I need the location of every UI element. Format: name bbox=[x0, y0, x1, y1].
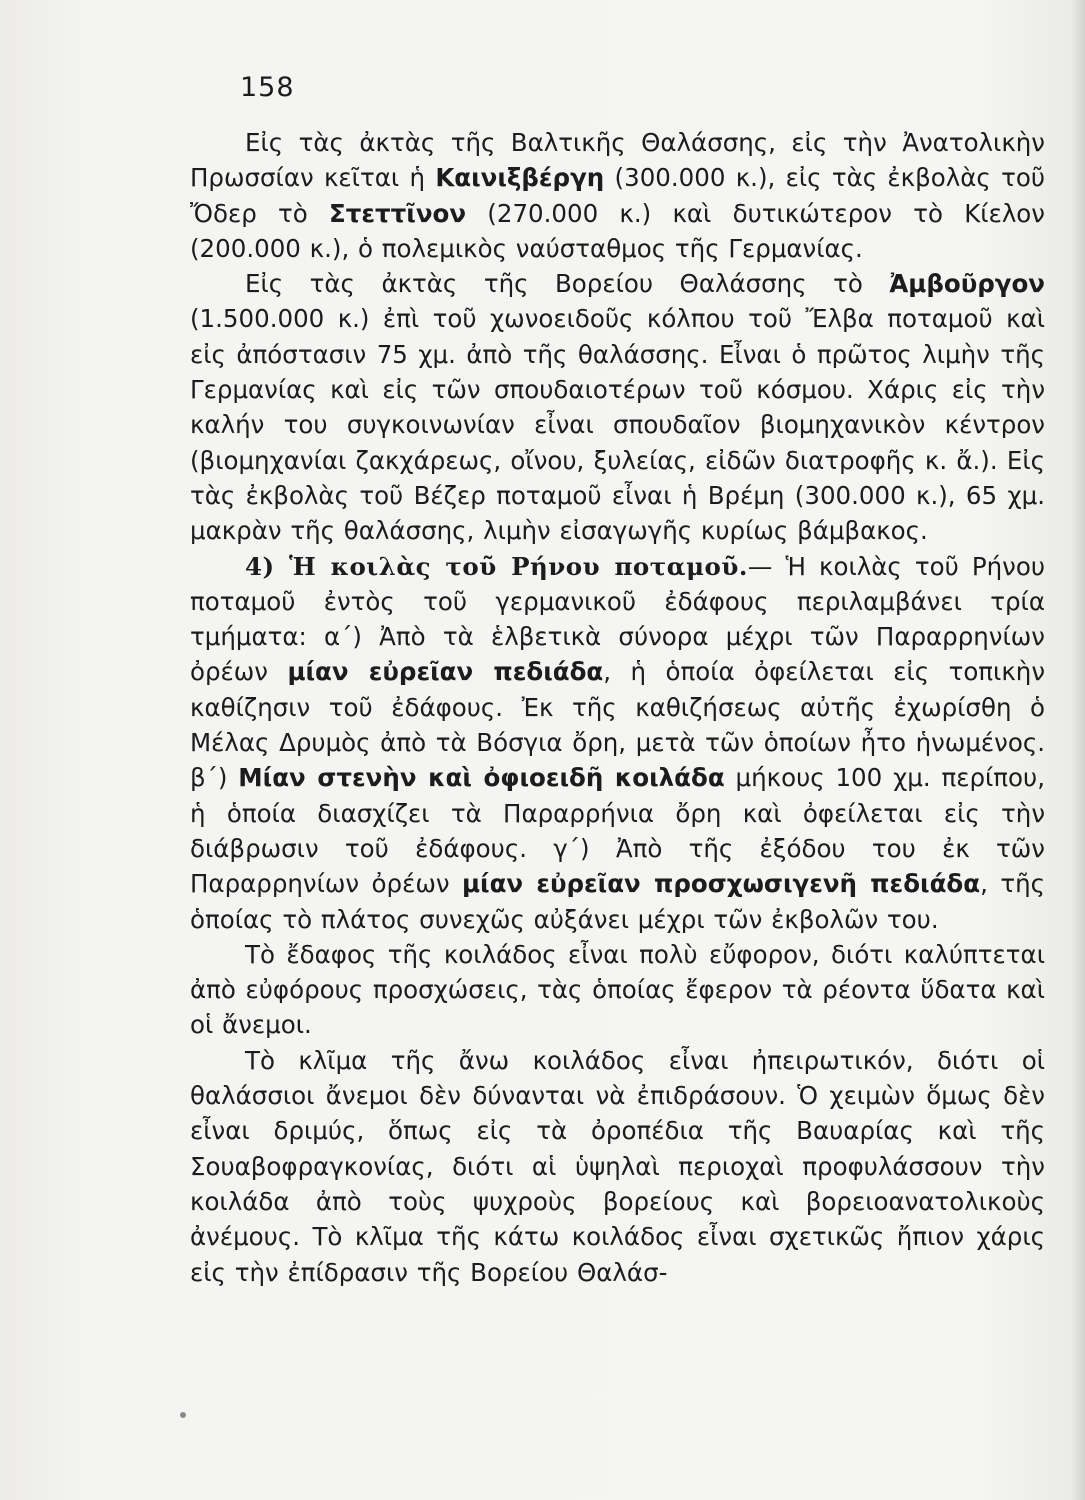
paragraph-climate bbox=[190, 1043, 1045, 1290]
text-span: Εἰς τὰς ἀκτὰς τῆς Βαλτικῆς Θαλάσσης, εἰς τὴν Ἀνατολικὴν Πρωσσίαν κεῖται ἡ bbox=[190, 128, 1045, 193]
text-span: (1.500.000 κ.) ἐπὶ τοῦ χωνοειδοῦς κόλπου τοῦ Ἔλβα ποταμοῦ καὶ εἰς ἀπόστασιν 75 χμ. ἀπὸ τῆς θαλάσσης. Εἶναι ὁ πρῶτος λιμὴν τῆς Γερμανίας καὶ εἰς τῶν σπουδαιοτέρων τοῦ κόσμου. Χάρις εἰς τὴν καλήν του συγκοινωνίαν εἶναι σπουδαῖον βιομηχανικὸν κέντρον (βιομηχανίαι ζακχάρεως, οἴνου, ξυλείας, εἰδῶν διατροφῆς κ. ἄ.). Εἰς τὰς ἐκβολὰς τοῦ Βέζερ ποταμοῦ εἶναι ἡ Βρέμη (300.000 κ.), 65 χμ. μακρὰν τῆς θαλάσσης, λιμὴν εἰσαγωγῆς κυρίως βάμβακος. bbox=[190, 304, 1045, 546]
paragraph-baltic-coast bbox=[190, 125, 1045, 266]
text-span: — Ἡ κοιλὰς τοῦ Ρήνου ποταμοῦ ἐντὸς τοῦ γερμανικοῦ ἐδάφους περιλαμβάνει τρία τμήματα: α΄) Ἀπὸ τὰ ἑλβετικὰ σύνορα μέχρι τῶν Παραρρηνίων ὀρέων bbox=[190, 551, 1046, 687]
text-span: (270.000 κ.) καὶ δυτικώτερον τὸ Κίελον (200.000 κ.), ὁ πολεμικὸς ναύσταθμος τῆς Γερμανίας. bbox=[190, 198, 1045, 263]
text-span: , τῆς ὁποίας τὸ πλάτος συνεχῶς αὐξάνει μέχρι τῶν ἐκβολῶν του. bbox=[190, 869, 1045, 934]
paragraph-soil bbox=[190, 937, 1045, 1043]
paragraph-rhine-valley bbox=[190, 549, 1045, 937]
paragraph-north-sea-coast bbox=[190, 266, 1045, 548]
term-wide-plain: μίαν εὐρεῖαν πεδιάδα bbox=[287, 657, 604, 687]
text-span: Εἰς τὰς ἀκτὰς τῆς Βορείου Θαλάσσης τὸ bbox=[245, 269, 890, 299]
term-narrow-valley: Μίαν στενὴν καὶ ὀφιοειδῆ κοιλάδα bbox=[238, 763, 725, 793]
body-text bbox=[190, 125, 1045, 1290]
term-alluvial-plain: μίαν εὐρεῖαν προσχωσιγενῆ πεδιάδα bbox=[462, 869, 981, 899]
text-span: , ἡ ὁποία ὀφείλεται εἰς τοπικὴν καθίζησιν τοῦ ἐδάφους. Ἐκ τῆς καθιζήσεως αὐτῆς ἐχωρίσθη ὁ Μέλας Δρυμὸς ἀπὸ τὰ Βόσγια ὄρη, μετὰ τῶν ὁποίων ἦτο ἡνωμένος. β΄) bbox=[190, 657, 1046, 793]
section-heading: 4) Ἡ κοιλὰς τοῦ Ρήνου ποταμοῦ. bbox=[245, 551, 748, 581]
city-stettin: Στεττῖνον bbox=[329, 198, 467, 228]
ink-speck bbox=[180, 1412, 186, 1418]
text-span: μήκους 100 χμ. περίπου, ἡ ὁποία διασχίζει τὰ Παραρρήνια ὄρη καὶ ὀφείλεται εἰς τὴν διάβρωσιν τοῦ ἐδάφους. γ΄) Ἀπὸ τῆς ἐξόδου του ἐκ τῶν Παραρρηνίων ὀρέων bbox=[190, 763, 1045, 899]
page-edge-shadow bbox=[1071, 0, 1085, 1500]
city-hamburg: Ἀμβοῦργον bbox=[889, 269, 1045, 299]
text-span: (300.000 κ.), εἰς τὰς ἐκβολὰς τοῦ Ὄδερ τὸ bbox=[190, 163, 1045, 228]
page-number: 158 bbox=[240, 72, 295, 103]
city-koenigsberg: Καινιξβέργη bbox=[435, 163, 605, 193]
text-span: Τὸ κλῖμα τῆς ἄνω κοιλάδος εἶναι ἠπειρωτικόν, διότι οἱ θαλάσσιοι ἄνεμοι δὲν δύνανται νὰ ἐπιδράσουν. Ὁ χειμὼν ὅμως δὲν εἶναι δριμύς, ὅπως εἰς τὰ ὀροπέδια τῆς Βαυαρίας καὶ τῆς Σουαβοφραγκονίας, διότι αἱ ὑψηλαὶ περιοχαὶ προφυλάσσουν τὴν κοιλάδα ἀπὸ τοὺς ψυχροὺς βορείους καὶ βορειοανατολικοὺς ἀνέμους. Τὸ κλῖμα τῆς κάτω κοιλάδος εἶναι σχετικῶς ἤπιον χάρις εἰς τὴν ἐπίδρασιν τῆς Βορείου Θαλάσ- bbox=[190, 1045, 1045, 1287]
text-span: Τὸ ἔδαφος τῆς κοιλάδος εἶναι πολὺ εὔφορον, διότι καλύπτεται ἀπὸ εὐφόρους προσχώσεις, τὰς ὁποίας ἔφερον τὰ ρέοντα ὕδατα καὶ οἱ ἄνεμοι. bbox=[190, 939, 1045, 1040]
